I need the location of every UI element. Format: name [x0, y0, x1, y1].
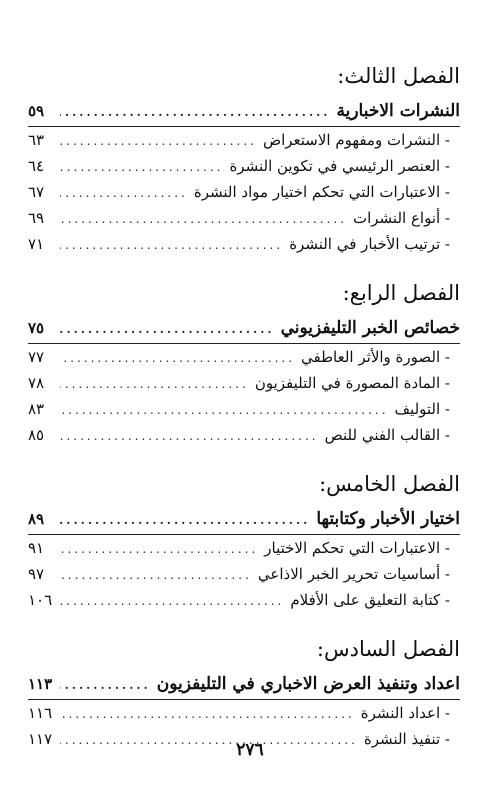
entry-label: - كتابة التعليق على الأفلام: [290, 591, 450, 609]
entry-page: ٦٤: [28, 157, 45, 175]
entry-label: اعداد وتنفيذ العرض الاخباري في التليفزيون: [156, 674, 460, 694]
entry-label: - القالب الفني للنص: [324, 426, 450, 444]
dot-leader: [60, 670, 151, 700]
dot-leader: [60, 423, 319, 449]
dot-leader: [60, 206, 347, 232]
entry-page: ٨٥: [28, 426, 45, 444]
entry-label: النشرات الاخبارية: [336, 101, 460, 121]
entry-label: - ترتيب الأخبار في النشرة: [289, 235, 450, 253]
dot-leader: [60, 505, 310, 535]
dot-leader: [60, 371, 249, 397]
toc-sub-entry: [28, 153, 460, 179]
entry-label: - الصورة والأثر العاطفي: [301, 348, 450, 366]
entry-label: - النشرات ومفهوم الاستعراض: [262, 131, 450, 149]
dot-leader: [60, 180, 188, 206]
entry-page: ٦٣: [28, 131, 45, 149]
entry-page: ٩٧: [28, 565, 45, 583]
toc-sub-entry: [28, 370, 460, 396]
entry-page: ٧٥: [28, 319, 45, 337]
dot-leader: [60, 232, 283, 258]
dot-leader: [60, 345, 295, 371]
dot-leader: [60, 397, 389, 423]
page-number: ٢٧٦: [236, 740, 264, 760]
entry-label: - الاعتبارات التي تحكم الاختيار: [264, 539, 450, 557]
entry-page: ١١٧: [28, 730, 53, 748]
toc-main-entry: [28, 313, 460, 344]
toc-sub-entry: [28, 179, 460, 205]
entry-label: - المادة المصورة في التليفزيون: [254, 374, 450, 392]
entry-label: - أنواع النشرات: [352, 209, 450, 227]
entry-page: ١١٦: [28, 704, 53, 722]
entry-page: ١١٣: [28, 675, 53, 693]
toc-sub-entry: [28, 396, 460, 422]
toc-sub-entry: [28, 535, 460, 561]
chapter-6: [28, 635, 460, 752]
entry-page: ١٠٦: [28, 591, 53, 609]
dot-leader: [60, 536, 258, 562]
chapter-4: [28, 279, 460, 448]
toc-main-entry: [28, 669, 460, 700]
dot-leader: [60, 128, 257, 154]
entry-page: ٩١: [28, 539, 45, 557]
chapter-title: الفصل الرابع:: [342, 281, 460, 305]
toc-main-entry: [28, 96, 460, 127]
dot-leader: [60, 154, 223, 180]
entry-label: - العنصر الرئيسي في تكوين النشرة: [229, 157, 450, 175]
entry-page: ٨٩: [28, 510, 45, 528]
entry-page: ٦٩: [28, 209, 45, 227]
toc-sub-entry: [28, 127, 460, 153]
entry-page: ٧١: [28, 235, 45, 253]
table-of-contents: [28, 62, 460, 774]
entry-page: ٦٧: [28, 183, 45, 201]
entry-page: ٧٨: [28, 374, 45, 392]
chapter-title: الفصل الثالث:: [337, 64, 460, 88]
toc-sub-entry: [28, 344, 460, 370]
dot-leader: [60, 701, 355, 727]
dot-leader: [60, 314, 275, 344]
entry-label: - أساسيات تحرير الخبر الاذاعي: [257, 565, 450, 583]
entry-label: اختيار الأخبار وكتابتها: [316, 509, 460, 529]
entry-label: - تنفيذ النشرة: [363, 730, 450, 748]
entry-label: - التوليف: [394, 400, 450, 418]
entry-label: - اعداد النشرة: [360, 704, 450, 722]
toc-sub-entry: [28, 231, 460, 257]
chapter-title: الفصل الخامس:: [319, 472, 460, 496]
chapter-5: [28, 470, 460, 613]
toc-sub-entry: [28, 561, 460, 587]
entry-label: - الاعتبارات التي تحكم اختيار مواد النشرة: [193, 183, 450, 201]
entry-page: ٨٣: [28, 400, 45, 418]
dot-leader: [60, 97, 330, 127]
toc-main-entry: [28, 504, 460, 535]
dot-leader: [60, 562, 252, 588]
toc-sub-entry: [28, 700, 460, 726]
toc-sub-entry: [28, 422, 460, 448]
toc-sub-entry: [28, 587, 460, 613]
toc-sub-entry: [28, 205, 460, 231]
entry-label: خصائص الخبر التليفزيوني: [280, 318, 460, 338]
chapter-3: [28, 62, 460, 257]
dot-leader: [60, 588, 284, 614]
entry-page: ٥٩: [28, 102, 45, 120]
entry-page: ٧٧: [28, 348, 45, 366]
chapter-title: الفصل السادس:: [316, 637, 460, 661]
